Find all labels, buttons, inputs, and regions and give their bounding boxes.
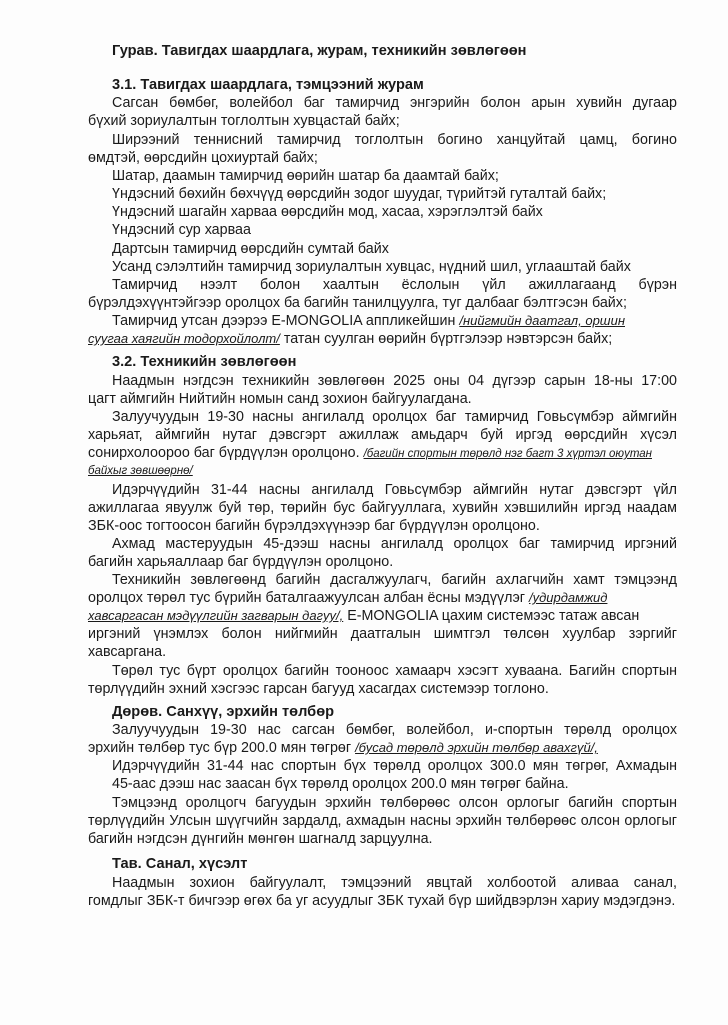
section-4-title: Дөрөв. Санхүү, эрхийн төлбөр	[112, 704, 335, 720]
paragraph-line: ажиллагаа явуулж буй төр, төрийн бус байгууллага, хувийн хэвшилийн иргэд наадам	[88, 500, 677, 516]
paragraph-line: Үндэсний сур харваа	[112, 222, 251, 238]
subsection-3-2-title: 3.2. Техникийн зөвлөгөөн	[112, 354, 297, 370]
paragraph-line: Үндэсний шагайн харваа өөрсдийн мод, хасаа, хэрэглэлтэй байх	[112, 204, 543, 220]
paragraph-text: сонирхолоороо баг бүрдүүлэн оролцоно.	[88, 445, 360, 461]
fee-note: /бусад төрөлд эрхийн төлбөр авахгүй/,	[355, 740, 598, 755]
student-note-cont: байхыг зөвшөөрнө/	[88, 465, 193, 477]
paragraph-line: Ширээний теннисний тамирчид тоглолтын богино ханцуйтай цамц, богино	[112, 132, 677, 148]
app-text: Тамирчид утсан дээрээ E-MONGOLIA аппликейшин	[112, 313, 456, 329]
app-italic-note-cont: суугаа хаягийн тодорхойлолт/	[88, 331, 280, 346]
paragraph-line: Усанд сэлэлтийн тамирчид зориулалтын хувцас, нүдний шил, углааштай байх	[112, 259, 631, 275]
paragraph-text: E-MONGOLIA цахим системээс татаж авсан	[347, 608, 640, 624]
paragraph-line	[88, 330, 612, 348]
paragraph-line: Наадмын нэгдсэн техникийн зөвлөгөөн 2025 оны 04 дүгээр сарын 18-ны 17:00	[112, 373, 677, 389]
template-note: /удирдамжид	[528, 590, 608, 605]
paragraph-line: иргэний үнэмлэх болон нийгмийн даатгалын шимтгэл төлсөн хуулбар зэргийг	[88, 626, 677, 642]
paragraph-line: гомдлыг ЗБК-т бичгээр өгөх ба уг асуудлыг ЗБК тухай бүр шийдвэрлэн хариу мэдэгдэнэ.	[88, 893, 676, 909]
paragraph-line: Тэмцээнд оролцогч багуудын эрхийн төлбөрөөс олсон орлогыг багийн спортын	[112, 795, 677, 811]
paragraph-line: Наадмын зохион байгуулалт, тэмцээний явцтай холбоотой аливаа санал,	[112, 875, 677, 891]
paragraph-text: эрхийн төлбөр тус бүр 200.0 мян төгрөг	[88, 740, 352, 756]
paragraph-line: Шатар, даамын тамирчид өөрийн шатар ба даамтай байх;	[112, 168, 499, 184]
template-note-cont: хавсаргасан мэдүүлгийн загварын дагуу/,	[88, 608, 344, 623]
paragraph-line	[112, 312, 625, 330]
paragraph-line: ЗБК-оос тогтоосон багийн бүрэлдэхүүнээр баг бүрдүүлэн оролцоно.	[88, 518, 540, 534]
paragraph-line: багийн харьяаллаар баг бүрдүүлэн оролцоно.	[88, 554, 394, 570]
paragraph-line	[88, 739, 598, 757]
section-5-title: Тав. Санал, хүсэлт	[112, 856, 248, 872]
paragraph-line	[88, 607, 639, 625]
paragraph-line: багийн нэгдсэн дүнгийн мөнгөн шагналд зарцуулна.	[88, 831, 433, 847]
paragraph-line: Тамирчид нээлт болон хаалтын ёслолын үйл ажиллагаанд бүрэн	[112, 277, 677, 293]
paragraph-line: Дартсын тамирчид өөрсдийн сумтай байх	[112, 241, 389, 257]
paragraph-line: бүхий зориулалтын тоглолтын хувцастай байх;	[88, 113, 400, 129]
paragraph-line: Идэрчүүдийн 31-44 нас спортын бүх төрөлд оролцох 300.0 мян төгрөг, Ахмадын	[112, 758, 677, 774]
paragraph-line	[88, 589, 607, 607]
paragraph-line: хавсаргана.	[88, 644, 167, 660]
section-3-title: Гурав. Тавигдах шаардлага, журам, техникийн зөвлөгөөн	[112, 43, 527, 59]
paragraph-line: 45-аас дээш нас заасан бүх төрөлд оролцох 200.0 мян төгрөг байна.	[112, 776, 569, 792]
paragraph-line: өмдтэй, өөрсдийн цохиуртай байх;	[88, 150, 318, 166]
app-text-post: татан суулган өөрийн бүртгэлээр нэвтэрсэн байх;	[283, 331, 613, 347]
paragraph-line: цагт аймгийн Нийтийн номын санд зохион байгуулагдана.	[88, 391, 472, 407]
app-italic-note: /нийгмийн даатгал, оршин	[459, 313, 625, 328]
paragraph-line: Техникийн зөвлөгөөнд багийн дасгалжуулагч, багийн ахлагчийн хамт тэмцээнд	[112, 572, 677, 588]
paragraph-line: төрлүүдийн эхний хэсгээс гарсан багууд хасагдах системээр тоглоно.	[88, 681, 549, 697]
paragraph-line	[88, 444, 652, 463]
paragraph-line: Залуучуудын 19-30 насны ангилалд оролцох баг тамирчид Говьсүмбэр аймгийн	[112, 409, 677, 425]
paragraph-line: Үндэсний бөхийн бөхчүүд өөрсдийн зодог шуудаг, түрийтэй гуталтай байх;	[112, 186, 607, 202]
paragraph-line: Төрөл тус бүрт оролцох багийн тооноос хамаарч хэсэгт хуваана. Багийн спортын	[112, 663, 677, 679]
paragraph-line: төрлүүдийн Улсын шүүгчийн зардалд, ахмадын насны эрхийн төлбөрөөс олсон орлогыг	[88, 813, 677, 829]
paragraph-text: оролцох төрөл тус бүрийн баталгаажуулсан албан ёсны мэдүүлэг	[88, 590, 525, 606]
paragraph-line: Ахмад мастеруудын 45-дээш насны ангилалд оролцох баг тамирчид иргэний	[112, 536, 677, 552]
paragraph-line: Идэрчүүдийн 31-44 насны ангилалд Говьсүмбэр аймгийн нутаг дэвсгэрт үйл	[112, 482, 677, 498]
paragraph-line: Сагсан бөмбөг, волейбол баг тамирчид энгэрийн болон арын хувийн дугаар	[112, 95, 677, 111]
subsection-3-1-title: 3.1. Тавигдах шаардлага, тэмцээний журам	[112, 77, 424, 93]
paragraph-line: харьяат, аймгийн нутаг дэвсгэрт ажиллаж амьдарч буй иргэд өөрсдийн хүсэл	[88, 427, 677, 443]
student-note: /багийн спортын төрөлд нэг багт 3 хүртэл оюутан	[363, 448, 652, 460]
paragraph-line: Залуучуудын 19-30 нас сагсан бөмбөг, волейбол, и-спортын төрөлд оролцох	[112, 722, 677, 738]
paragraph-line: бүрэлдэхүүнтэйгээр оролцох ба багийн танилцуулга, туг далбааг бэлтгэсэн байх;	[88, 295, 627, 311]
